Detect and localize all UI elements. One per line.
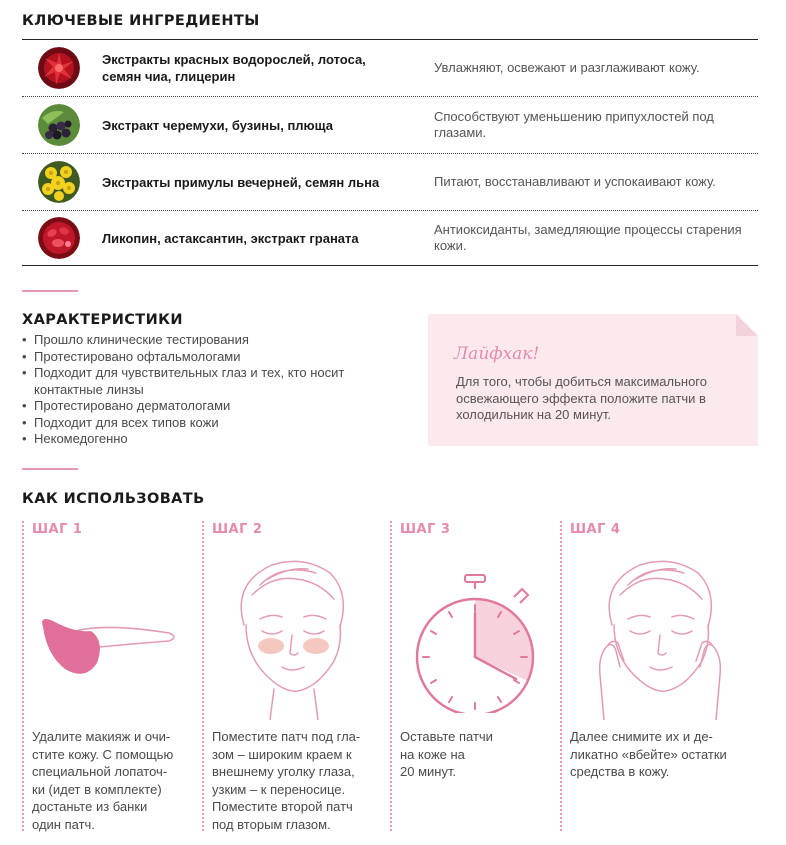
list-item: • Протестировано дерматологами — [22, 398, 352, 415]
section-divider — [22, 290, 78, 292]
step-label: ШАГ 4 — [570, 522, 621, 537]
lifehack-text: Для того, чтобы добиться максимального освежающего эффекта положите патчи в холодильник на 20 минут. — [456, 374, 707, 422]
ingredient-row — [22, 154, 758, 211]
ingredient-name: Ликопин, астаксантин, экстракт граната — [102, 230, 359, 246]
step-divider — [390, 521, 392, 831]
ingredient-description: Питают, восстанавливают и успокаивают кожу. — [434, 174, 716, 189]
step-text: Поместите патч под гла- зом – широким краем к внешнему уголку глаза, узким – к переносице. Поместите второй патч под вторым глазом. — [212, 729, 361, 832]
step-divider — [22, 521, 24, 831]
characteristics-heading: ХАРАКТЕРИСТИКИ — [22, 312, 183, 328]
list-item: • Некомедогенно — [22, 431, 352, 448]
step-text: Далее снимите их и де- ликатно «вбейте» остатки средства в кожу. — [570, 729, 727, 779]
ingredient-row — [22, 40, 758, 97]
list-item: • Прошло клинические тестирования — [22, 332, 352, 349]
ingredients-table — [22, 39, 758, 266]
folded-corner-icon — [736, 314, 758, 336]
face-with-hands-icon — [590, 555, 730, 720]
ingredient-description: Увлажняют, освежают и разглаживают кожу. — [434, 60, 700, 75]
list-item: • Протестировано офтальмологами — [22, 349, 352, 366]
ingredient-description: Антиоксиданты, замедляющие процессы старения кожи. — [434, 222, 742, 253]
pomegranate-icon — [38, 217, 80, 259]
ingredient-description: Способствуют уменьшению припухлостей под глазами. — [434, 109, 714, 140]
ingredient-name: Экстракты примулы вечерней, семян льна — [102, 174, 380, 190]
ingredient-name: Экстракты красных водорослей, лотоса, семян чиа, глицерин — [102, 52, 366, 84]
lifehack-title: Лайфхак! — [454, 344, 540, 364]
list-item: • Подходит для чувствительных глаз и тех, кто носит контактные линзы — [22, 365, 352, 398]
usage-heading: КАК ИСПОЛЬЗОВАТЬ — [22, 491, 205, 507]
step-1 — [22, 521, 202, 831]
eye-patch-spatula-icon — [37, 611, 187, 691]
primrose-icon — [38, 161, 80, 203]
characteristics-list — [22, 332, 352, 448]
step-2 — [202, 521, 384, 831]
step-text: Удалите макияж и очи- стите кожу. С помощью специальной лопаточ- ки (идет в комплекте) достаньте из банки один патч. — [32, 729, 174, 832]
ingredient-row — [22, 97, 758, 154]
list-item: • Подходит для всех типов кожи — [22, 415, 352, 432]
ingredients-heading: КЛЮЧЕВЫЕ ИНГРЕДИЕНТЫ — [22, 13, 260, 29]
step-label: ШАГ 3 — [400, 522, 451, 537]
step-divider — [202, 521, 204, 831]
face-with-patches-icon — [222, 555, 362, 720]
section-divider — [22, 468, 78, 470]
elderberry-icon — [38, 104, 80, 146]
red-algae-icon — [38, 47, 80, 89]
step-divider — [560, 521, 562, 831]
ingredient-name: Экстракт черемухи, бузины, плюща — [102, 117, 334, 133]
step-label: ШАГ 2 — [212, 522, 263, 537]
ingredient-row — [22, 211, 758, 266]
lifehack-box — [428, 314, 758, 446]
step-4 — [560, 521, 760, 831]
step-3 — [390, 521, 550, 831]
stopwatch-icon — [410, 573, 560, 713]
step-text: Оставьте патчи на коже на 20 минут. — [400, 729, 493, 779]
step-label: ШАГ 1 — [32, 522, 83, 537]
